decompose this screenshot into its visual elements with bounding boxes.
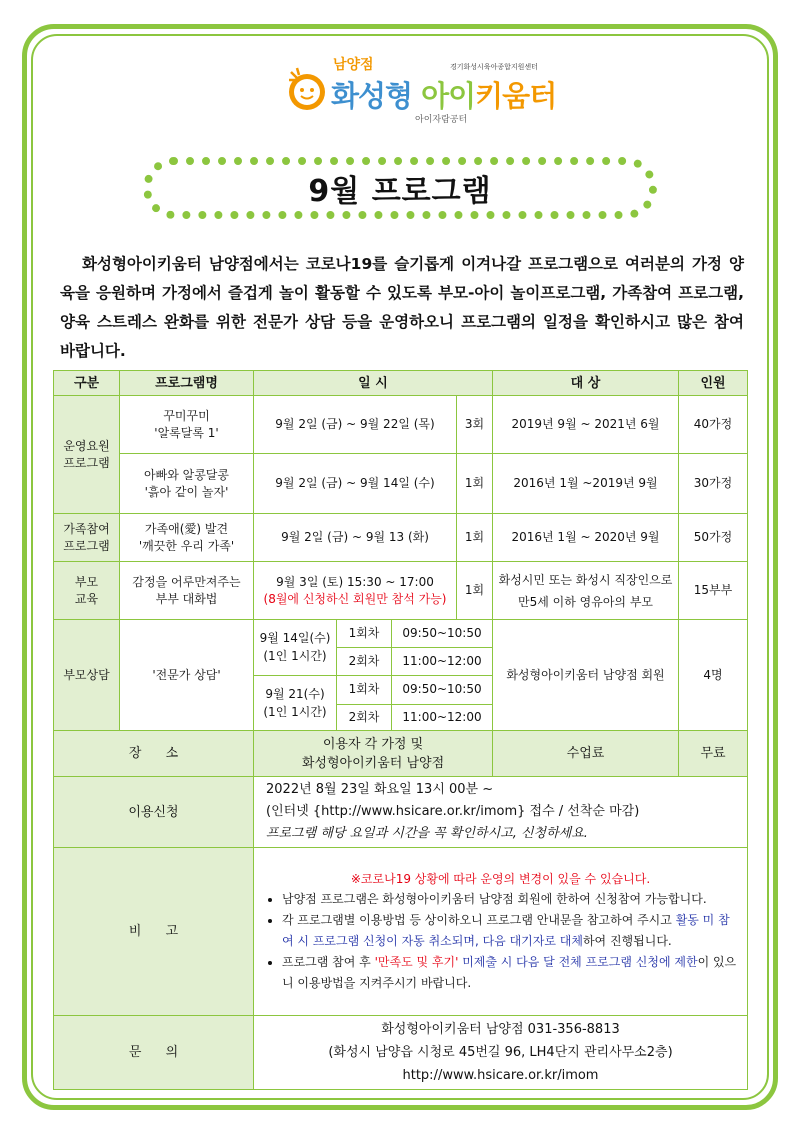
contact-address: (화성시 남양읍 시청로 45번길 96, LH4단지 관리사무소2층) (328, 1045, 673, 1060)
row-program: 아빠와 알콩달콩 '흙아 같이 놀자' (120, 454, 254, 514)
intro-paragraph: 화성형아이키움터 남양점에서는 코로나19를 슬기롭게 이겨나갈 프로그램으로 여러분의 가정 양육을 응원하며 가정에서 즐겁게 놀이 활동할 수 있도록 부모-아이 놀이프로그램, 가족참여 프로그램, 양육 스트레스 완화를 위한 전문가 상담 등을 운영하오니 프로그램의 일정을 확인하시고 많은 참여 바랍니다. (60, 255, 744, 360)
logo-title (331, 74, 556, 115)
contact-label: 문 의 (54, 1016, 254, 1090)
row-category: 부모상담 (54, 620, 120, 731)
table-row (54, 562, 748, 620)
notes-row (54, 848, 748, 1016)
fee-label: 수업료 (493, 731, 679, 777)
row-program: '전문가 상담' (120, 620, 254, 731)
apply-method: (인터넷 {http://www.hsicare.or.kr/imom} 접수 / 선착순 마감) (266, 804, 640, 819)
row-target: 2016년 1월 ~2019년 9월 (493, 454, 679, 514)
notes-label: 비 고 (54, 848, 254, 1016)
logo (285, 52, 557, 125)
table-row (54, 396, 748, 454)
list-item: • 프로그램 참여 후 '만족도 및 후기' 미제출 시 다음 달 전체 프로그램 신청에 제한이 있으니 이용방법을 지켜주시기 바랍니다. (282, 952, 739, 994)
place-row (54, 731, 748, 777)
contact-row (54, 1016, 748, 1090)
apply-content (254, 777, 748, 848)
session-no: 1회차 (337, 620, 392, 647)
session-no: 2회차 (337, 704, 392, 730)
row-count: 1회 (457, 454, 493, 514)
session-time: 09:50~10:50 (392, 620, 493, 647)
session-time: 11:00~12:00 (402, 709, 482, 724)
table-header-row (54, 371, 748, 396)
table-row (54, 620, 748, 645)
sun-face-icon (285, 66, 329, 114)
row-target: 2019년 9월 ~ 2021년 6월 (493, 396, 679, 454)
counsel-schedule-cell (254, 620, 493, 731)
contact-url[interactable]: http://www.hsicare.or.kr/imom (402, 1068, 599, 1083)
contact-phone: 화성형아이키움터 남양점 031-356-8813 (381, 1022, 620, 1037)
logo-title-part3: 키움터 (475, 79, 557, 113)
table-row (54, 514, 748, 562)
header-target: 대 상 (493, 371, 679, 396)
row-program: 감정을 어루만져주는 부부 대화법 (120, 562, 254, 620)
page-title: 9월 프로그램 (308, 174, 492, 209)
title-box (143, 157, 657, 219)
logo-branch: 남양점 (333, 57, 374, 73)
fee-value: 무료 (679, 731, 748, 777)
row-category: 가족참여 프로그램 (54, 514, 120, 562)
header-date: 일 시 (254, 371, 493, 396)
program-table (53, 370, 748, 1090)
row-program: 꾸미꾸미 '알록달록 1' (120, 396, 254, 454)
session-time: 09:50~10:50 (392, 675, 493, 704)
row-target: 2016년 1월 ~ 2020년 9월 (493, 514, 679, 562)
table-row (54, 454, 748, 514)
apply-start: 2022년 8월 23일 화요일 13시 00분 ~ (266, 782, 494, 797)
row-target: 화성형아이키움터 남양점 회원 (493, 620, 679, 731)
list-item: • 각 프로그램별 이용방법 등 상이하오니 프로그램 안내문을 참고하여 주시고 활동 미 참여 시 프로그램 신청이 자동 취소되며, 다음 대기자로 대체하여 진행됩니다. (282, 910, 739, 952)
row-capacity: 40가정 (679, 396, 748, 454)
row-date: 9월 3일 (토) 15:30 ~ 17:00 (276, 574, 434, 589)
header-program: 프로그램명 (120, 371, 254, 396)
notes-list (262, 889, 739, 994)
apply-row (54, 777, 748, 848)
header-capacity: 인원 (679, 371, 748, 396)
row-category: 부모 교육 (54, 562, 120, 620)
logo-subtitle: 아이자람공터 (415, 115, 468, 125)
apply-note: 프로그램 해당 요일과 시간을 꼭 확인하시고, 신청하세요. (266, 826, 588, 841)
place-label: 장 소 (54, 731, 254, 777)
row-capacity: 4명 (679, 620, 748, 731)
row-count: 1회 (457, 562, 493, 620)
session-day: 9월 14일(수) (1인 1시간) (254, 620, 337, 675)
contact-content (254, 1016, 748, 1090)
place-value: 이용자 각 가정 및 화성형아이키움터 남양점 (254, 731, 493, 777)
row-date: 9월 2일 (금) ~ 9월 13 (화) (254, 514, 457, 562)
row-capacity: 50가정 (679, 514, 748, 562)
logo-org: 경기화성시육아종합지원센터 (450, 63, 538, 71)
row-date-cell (254, 562, 457, 620)
row-program: 가족애(愛) 발견 '깨끗한 우리 가족' (120, 514, 254, 562)
row-count: 3회 (457, 396, 493, 454)
notes-content (254, 848, 748, 1016)
row-date: 9월 2일 (금) ~ 9월 22일 (목) (254, 396, 457, 454)
row-capacity: 15부부 (679, 562, 748, 620)
session-no: 2회차 (337, 647, 392, 675)
counsel-schedule (254, 620, 492, 730)
row-category: 운영요원 프로그램 (54, 396, 120, 514)
session-day: 9월 21(수) (1인 1시간) (254, 675, 337, 730)
logo-title-part1: 화성형 (331, 79, 422, 113)
row-capacity: 30가정 (679, 454, 748, 514)
row-target: 화성시민 또는 화성시 직장인으로 만5세 이하 영유아의 부모 (493, 562, 679, 620)
row-date-note: (8월에 신청하신 회원만 참석 가능) (263, 591, 447, 606)
session-no: 1회차 (337, 675, 392, 704)
row-count: 1회 (457, 514, 493, 562)
session-time: 11:00~12:00 (392, 647, 493, 675)
row-date: 9월 2일 (금) ~ 9월 14일 (수) (254, 454, 457, 514)
header-category: 구분 (54, 371, 120, 396)
apply-label: 이용신청 (54, 777, 254, 848)
logo-title-part2: 아이 (421, 79, 476, 113)
list-item: • 남양점 프로그램은 화성형아이키움터 남양점 회원에 한하여 신청참여 가능합니다. (282, 889, 739, 910)
notes-warning: ※코로나19 상황에 따라 운영의 변경이 있을 수 있습니다. (350, 872, 651, 886)
